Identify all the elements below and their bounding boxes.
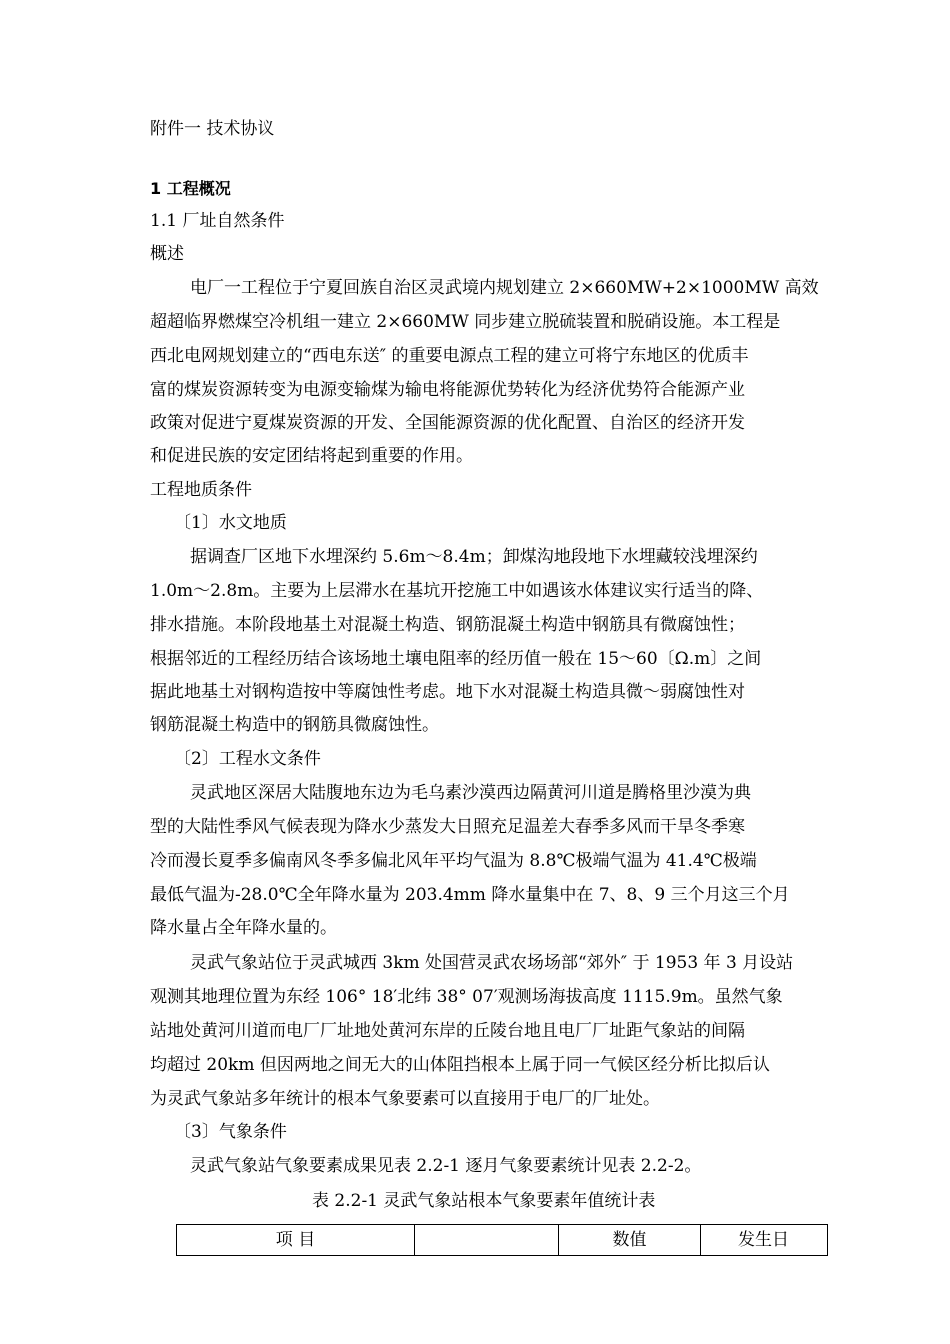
station-line-1: 灵武气象站位于灵武城西 3km 处国营灵武农场场部“郊外″ 于 1953 年 3 月设站	[190, 953, 794, 973]
overview-line-1: 电厂一工程位于宁夏回族自治区灵武境内规划建立 2×660MW+2×1000MW 高效	[190, 278, 819, 298]
section-1-heading: 1 工程概况	[150, 179, 231, 198]
hydrology-line-4: 最低气温为-28.0℃全年降水量为 203.4mm 降水量集中在 7、8、9 三个月这三个月	[150, 885, 790, 905]
station-line-3: 站地处黄河川道而电厂厂址地处黄河东岸的丘陵台地且电厂厂址距气象站的间隔	[150, 1021, 745, 1041]
meteorology-table	[176, 1224, 828, 1256]
overview-line-6: 和促进民族的安定团结将起到重要的作用。	[150, 446, 473, 466]
hydrogeology-line-3: 排水措施。本阶段地基土对混凝土构造、钢筋混凝土构造中钢筋具有微腐蚀性；	[150, 615, 745, 635]
attachment-heading: 附件一 技术协议	[150, 119, 275, 139]
section-1-1-heading: 1.1 厂址自然条件	[150, 211, 285, 231]
table-header-blank	[415, 1225, 559, 1255]
table-header-date: 发生日	[738, 1230, 789, 1250]
overview-line-5: 政策对促进宁夏煤炭资源的开发、全国能源资源的优化配置、自治区的经济开发	[150, 413, 745, 433]
table-header-value: 数值	[559, 1225, 701, 1255]
station-line-2: 观测其地理位置为东经 106° 18′北纬 38° 07′观测场海拔高度 1115.9m。虽然气象	[150, 987, 783, 1007]
table-header-item: 项 目	[177, 1225, 415, 1255]
meteorology-label: 〔3〕气象条件	[174, 1122, 287, 1142]
hydrology-line-3: 冷而漫长夏季多偏南风冬季多偏北风年平均气温为 8.8℃极端气温为 41.4℃极端	[150, 851, 757, 871]
hydrogeology-line-1: 据调查厂区地下水埋深约 5.6m～8.4m；卸煤沟地段地下水埋藏较浅埋深约	[190, 547, 758, 567]
hydrogeology-label: 〔1〕水文地质	[174, 513, 287, 533]
overview-line-2: 超超临界燃煤空冷机组一建立 2×660MW 同步建立脱硫装置和脱硝设施。本工程是	[150, 312, 781, 332]
hydrology-line-5: 降水量占全年降水量的。	[150, 918, 337, 938]
hydrogeology-line-5: 据此地基土对钢构造按中等腐蚀性考虑。地下水对混凝土构造具微～弱腐蚀性对	[150, 682, 745, 702]
table-caption: 表 2.2-1 灵武气象站根本气象要素年值统计表	[312, 1191, 656, 1211]
hydrology-line-2: 型的大陆性季风气候表现为降水少蒸发大日照充足温差大春季多风而干旱冬季寒	[150, 817, 745, 837]
hydrogeology-line-2: 1.0m～2.8m。主要为上层滞水在基坑开挖施工中如遇该水体建议实行适当的降、	[150, 581, 764, 601]
hydrology-label: 〔2〕工程水文条件	[174, 749, 321, 769]
hydrology-line-1: 灵武地区深居大陆腹地东边为毛乌素沙漠西边隔黄河川道是腾格里沙漠为典	[190, 783, 751, 803]
hydrogeology-line-6: 钢筋混凝土构造中的钢筋具微腐蚀性。	[150, 715, 439, 735]
geology-label: 工程地质条件	[150, 480, 252, 500]
overview-label: 概述	[150, 244, 184, 264]
overview-line-4: 富的煤炭资源转变为电源变输煤为输电将能源优势转化为经济优势符合能源产业	[150, 380, 745, 400]
meteorology-line-1: 灵武气象站气象要素成果见表 2.2-1 逐月气象要素统计见表 2.2-2。	[190, 1156, 702, 1176]
station-line-5: 为灵武气象站多年统计的根本气象要素可以直接用于电厂的厂址处。	[150, 1089, 660, 1109]
station-line-4: 均超过 20km 但因两地之间无大的山体阻挡根本上属于同一气候区经分析比拟后认	[150, 1055, 770, 1075]
hydrogeology-line-4: 根据邻近的工程经历结合该场地土壤电阻率的经历值一般在 15～60〔Ω.m〕之间	[150, 649, 762, 669]
overview-line-3: 西北电网规划建立的“西电东送″ 的重要电源点工程的建立可将宁东地区的优质丰	[150, 346, 749, 366]
